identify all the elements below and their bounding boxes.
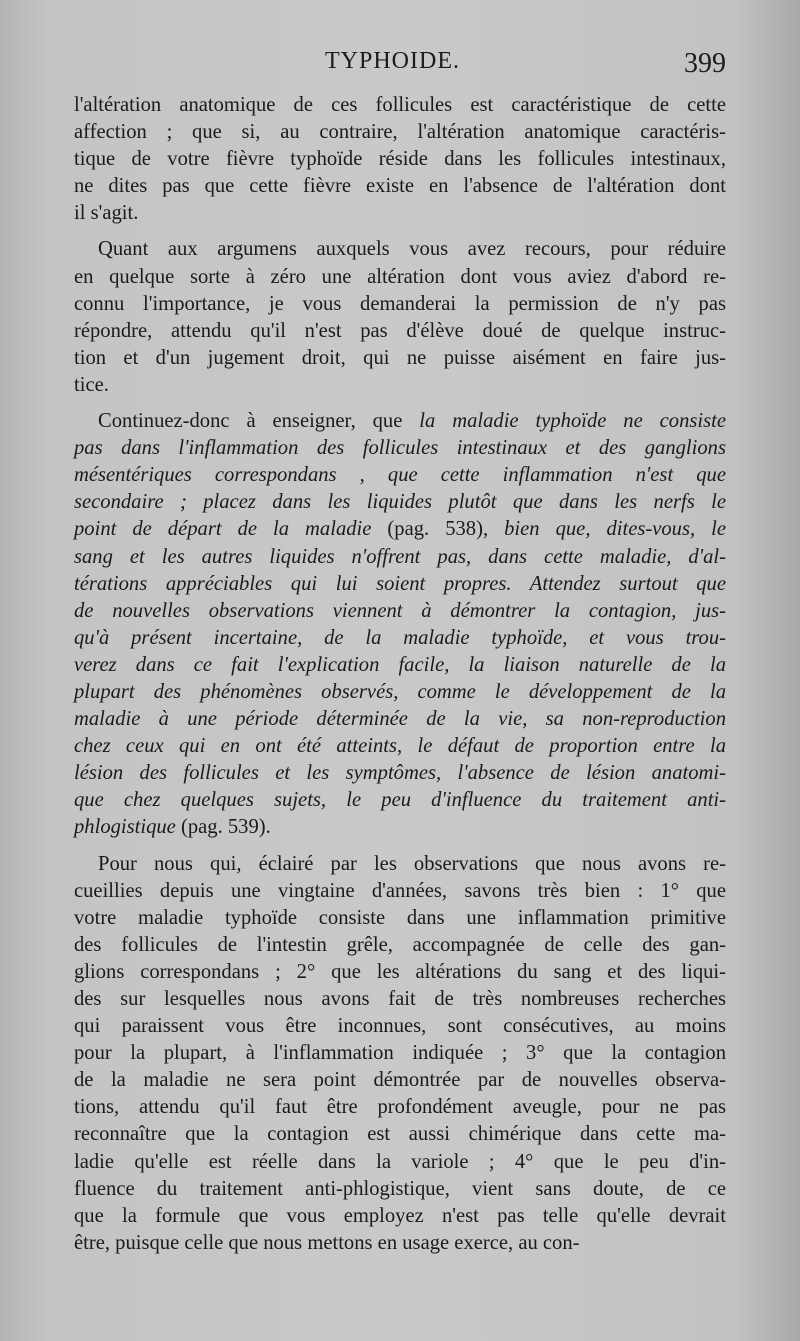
italic-segment: lésion des follicules et les symptômes, l'absence de lésion anatomi- (74, 762, 726, 785)
text-line (74, 489, 726, 516)
text-line (74, 408, 726, 435)
text-line: fluence du traitement anti-phlogistique, vient sans doute, de ce (74, 1177, 726, 1200)
text-segment: , (336, 464, 388, 487)
text-line: que la formule que vous employez n'est pas telle qu'elle devrait (74, 1204, 726, 1227)
text-line: tion et d'un jugement droit, qui ne puisse aisément en faire jus- (74, 346, 726, 369)
text-line: Pour nous qui, éclairé par les observations que nous avons re- (98, 852, 726, 875)
italic-segment: secondaire ; placez dans les liquides plutôt que dans les nerfs le (74, 491, 726, 514)
text-line (74, 814, 726, 841)
text-line: qui paraissent vous être inconnues, sont consécutives, au moins (74, 1015, 726, 1038)
text-line: votre maladie typhoïde consiste dans une inflammation primitive (74, 906, 726, 929)
paragraph-p1 (74, 92, 726, 227)
text-line: tique de votre fièvre typhoïde réside dans les follicules intestinaux, (74, 148, 726, 171)
text-line: en quelque sorte à zéro une altération dont vous aviez d'abord re- (74, 265, 726, 288)
italic-segment: la maladie typhoïde ne consiste (419, 410, 726, 433)
italic-segment: que cette inflammation n'est que (387, 464, 726, 487)
text-segment: (pag. 539). (175, 816, 271, 839)
italic-segment: point de départ de la maladie (74, 518, 372, 541)
text-line (74, 679, 726, 706)
text-line (74, 625, 726, 652)
running-title: TYPHOIDE. (325, 48, 460, 74)
text-line: de la maladie ne sera point démontrée par de nouvelles observa- (74, 1069, 726, 1092)
paragraph-gap (74, 227, 726, 236)
text-line: Quant aux argumens auxquels vous avez recours, pour réduire (98, 238, 726, 261)
italic-segment: chez ceux qui en ont été atteints, le défaut de proportion entre la (74, 735, 726, 758)
italic-segment: sang et les autres liquides n'offrent pas, dans cette maladie, d'al- (74, 545, 726, 568)
paragraph-p2 (74, 236, 726, 399)
italic-segment: bien que, dites-vous, le (504, 518, 727, 541)
text-line (74, 787, 726, 814)
italic-segment: maladie à une période déterminée de la vie, sa non-reproduction (74, 708, 726, 731)
page-body (74, 92, 726, 1257)
paragraph-gap (74, 399, 726, 408)
text-line (74, 598, 726, 625)
text-line: il s'agit. (74, 202, 139, 225)
text-line (74, 435, 726, 462)
italic-segment: plupart des phénomènes observés, comme le développement de la (74, 680, 726, 703)
text-segment: (pag. 538), (371, 518, 505, 541)
italic-segment: de nouvelles observations viennent à démontrer la contagion, jus- (74, 599, 726, 622)
italic-segment: phlogistique (74, 816, 176, 839)
text-line: l'altération anatomique de ces follicules est caractéristique de cette (74, 94, 726, 116)
text-line (74, 760, 726, 787)
text-line: des follicules de l'intestin grêle, accompagnée de celle des gan- (74, 933, 726, 956)
text-line: être, puisque celle que nous mettons en usage exerce, au con- (74, 1231, 580, 1254)
text-segment: Continuez-donc à enseigner, que (98, 410, 420, 433)
text-line (74, 652, 726, 679)
text-line: ladie qu'elle est réelle dans la variole ; 4° que le peu d'in- (74, 1150, 726, 1173)
italic-segment: mésentériques correspondans (74, 464, 337, 487)
italic-segment: térations appréciables qui lui soient propres. Attendez surtout que (74, 572, 726, 595)
text-line: tice. (74, 373, 109, 396)
text-line: glions correspondans ; 2° que les altérations du sang et des liqui- (74, 960, 726, 983)
page-number: 399 (684, 48, 726, 79)
paragraph-p3 (74, 408, 726, 842)
text-line (74, 516, 726, 543)
text-line: pour la plupart, à l'inflammation indiquée ; 3° que la contagion (74, 1042, 726, 1065)
text-line: tions, attendu qu'il faut être profondément aveugle, pour ne pas (74, 1096, 726, 1119)
text-line: cueillies depuis une vingtaine d'années, savons très bien : 1° que (74, 879, 726, 902)
text-line: ne dites pas que cette fièvre existe en l'absence de l'altération dont (74, 175, 726, 198)
text-line: répondre, attendu qu'il n'est pas d'élève doué de quelque instruc- (74, 319, 726, 342)
text-line (74, 706, 726, 733)
text-line: des sur lesquelles nous avons fait de très nombreuses recherches (74, 988, 726, 1010)
italic-segment: pas dans l'inflammation des follicules intestinaux et des ganglions (74, 437, 726, 460)
text-line (74, 544, 726, 571)
page-header (72, 48, 732, 82)
italic-segment: verez dans ce fait l'explication facile, la liaison naturelle de la (74, 653, 726, 676)
italic-segment: que chez quelques sujets, le peu d'influence du traitement anti- (74, 789, 726, 812)
text-line: connu l'importance, je vous demanderai la permission de n'y pas (74, 292, 726, 315)
paragraph-gap (74, 842, 726, 851)
text-line: reconnaître que la contagion est aussi chimérique dans cette ma- (74, 1123, 726, 1146)
text-line (74, 733, 726, 760)
paragraph-p4 (74, 851, 726, 1257)
italic-segment: qu'à présent incertaine, de la maladie typhoïde, et vous trou- (74, 626, 726, 649)
text-line: affection ; que si, au contraire, l'altération anatomique caractéris- (74, 121, 726, 144)
text-line (74, 462, 726, 489)
text-line (74, 571, 726, 598)
